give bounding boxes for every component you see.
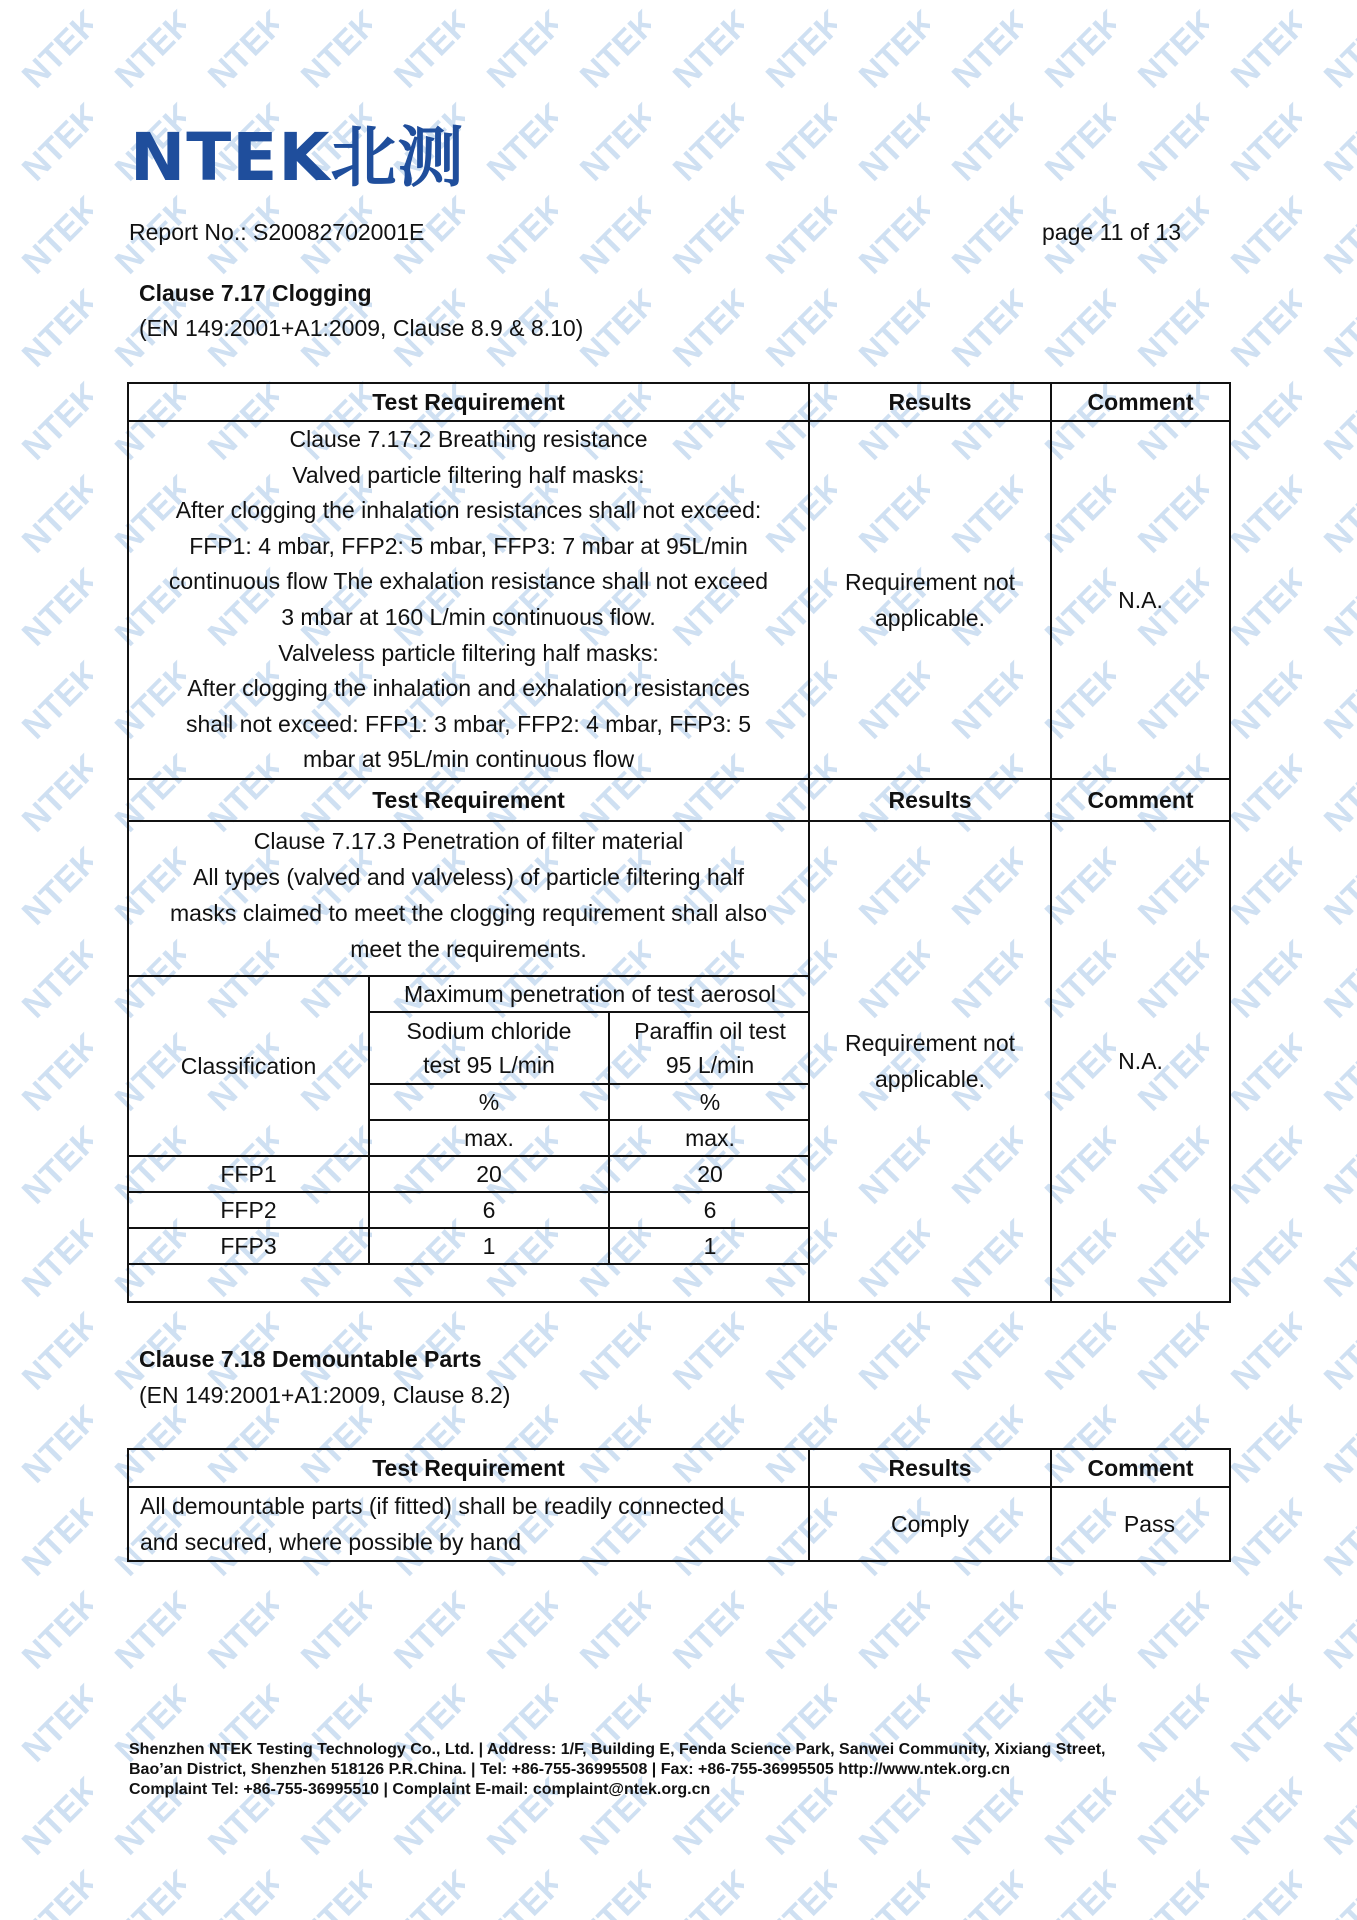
requirement-line: meet the requirements. bbox=[350, 935, 587, 962]
table-header-row bbox=[128, 1449, 1230, 1487]
header-results: Results bbox=[809, 1449, 1051, 1487]
requirement-line: After clogging the inhalation resistances shall not exceed: bbox=[175, 497, 762, 524]
max-penetration-header: Maximum penetration of test aerosol bbox=[369, 976, 810, 1012]
requirement-line: FFP1: 4 mbar, FFP2: 5 mbar, FFP3: 7 mbar at 95L/min bbox=[189, 532, 748, 559]
table-row bbox=[129, 1192, 810, 1228]
requirement-line: Valved particle filtering half masks: bbox=[292, 461, 645, 488]
header-line: 95 L/min bbox=[665, 1051, 755, 1078]
requirement-line: shall not exceed: FFP1: 3 mbar, FFP2: 4 mbar, FFP3: 5 bbox=[185, 710, 752, 737]
value-cell: 6 bbox=[609, 1192, 810, 1228]
table-row bbox=[129, 1156, 810, 1192]
footer-line: Complaint Tel: +86-755-36995510 | Complaint E-mail: complaint@ntek.org.cn bbox=[129, 1781, 711, 1798]
unit-cell: % bbox=[609, 1084, 810, 1120]
class-cell: FFP1 bbox=[129, 1156, 369, 1192]
header-results: Results bbox=[809, 779, 1051, 821]
table-row bbox=[128, 421, 1230, 779]
table-row bbox=[128, 1487, 1230, 1561]
result-cell bbox=[809, 821, 1051, 1302]
header-line: Paraffin oil test bbox=[634, 1017, 786, 1044]
section1-title: Clause 7.17 Clogging bbox=[139, 280, 372, 306]
comment-cell: N.A. bbox=[1051, 821, 1230, 1302]
requirement-breathing-resistance bbox=[128, 421, 809, 779]
result-cell: Comply bbox=[809, 1487, 1051, 1561]
requirement-line: mbar at 95L/min continuous flow bbox=[302, 746, 635, 773]
requirement-line: Clause 7.17.3 Penetration of filter material bbox=[253, 827, 684, 854]
requirement-line: and secured, where possible by hand bbox=[140, 1529, 522, 1555]
header-line: test 95 L/min bbox=[423, 1051, 555, 1078]
result-line: applicable. bbox=[875, 604, 985, 631]
comment-cell: N.A. bbox=[1051, 421, 1230, 779]
table-header-row bbox=[128, 779, 1230, 821]
ntek-logo bbox=[130, 119, 465, 196]
logo-text: NTEK北测 bbox=[130, 119, 465, 196]
footer-line: Bao’an District, Shenzhen 518126 P.R.China. | Tel: +86-755-36995508 | Fax: +86-755-36995505 http://www.ntek.org.cn bbox=[129, 1761, 1011, 1778]
clogging-table bbox=[127, 382, 1231, 1303]
requirement-line: After clogging the inhalation and exhalation resistances bbox=[187, 675, 750, 702]
value-cell: 1 bbox=[369, 1228, 609, 1264]
requirement-demountable bbox=[128, 1487, 809, 1561]
classification-header: Classification bbox=[129, 976, 369, 1156]
max-cell: max. bbox=[609, 1120, 810, 1156]
class-cell: FFP2 bbox=[129, 1192, 369, 1228]
requirement-line: All demountable parts (if fitted) shall be readily connected bbox=[140, 1493, 725, 1519]
requirement-line: Clause 7.17.2 Breathing resistance bbox=[289, 426, 648, 452]
value-cell: 20 bbox=[609, 1156, 810, 1192]
requirement-line: Valveless particle filtering half masks: bbox=[278, 639, 659, 666]
requirement-line: All types (valved and valveless) of particle filtering half bbox=[193, 863, 744, 890]
value-cell: 6 bbox=[369, 1192, 609, 1228]
table-row bbox=[129, 1228, 810, 1264]
comment-cell: Pass bbox=[1051, 1487, 1230, 1561]
demountable-parts-table bbox=[127, 1448, 1231, 1562]
header-comment: Comment bbox=[1051, 1449, 1230, 1487]
penetration-table bbox=[129, 975, 810, 1265]
requirement-line: 3 mbar at 160 L/min continuous flow. bbox=[281, 603, 656, 630]
section2-title: Clause 7.18 Demountable Parts bbox=[139, 1346, 482, 1372]
paraffin-oil-header bbox=[609, 1012, 810, 1084]
table-header-row bbox=[128, 383, 1230, 421]
sodium-chloride-header bbox=[369, 1012, 609, 1084]
header-test-requirement: Test Requirement bbox=[128, 383, 809, 421]
max-cell: max. bbox=[369, 1120, 609, 1156]
header-comment: Comment bbox=[1051, 383, 1230, 421]
header-test-requirement: Test Requirement bbox=[128, 1449, 809, 1487]
footer-line: Shenzhen NTEK Testing Technology Co., Ltd. | Address: 1/F, Building E, Fenda Science Park, Sanwei Community, Xixiang Street, bbox=[129, 1741, 1106, 1758]
report-number: Report No.: S20082702001E bbox=[129, 219, 425, 245]
header-comment: Comment bbox=[1051, 779, 1230, 821]
result-line: Requirement not bbox=[844, 568, 1016, 595]
class-cell: FFP3 bbox=[129, 1228, 369, 1264]
unit-cell: % bbox=[369, 1084, 609, 1120]
result-cell bbox=[809, 421, 1051, 779]
result-line: applicable. bbox=[875, 1066, 985, 1093]
section2-subtitle: (EN 149:2001+A1:2009, Clause 8.2) bbox=[139, 1382, 511, 1408]
requirement-line: continuous flow The exhalation resistance shall not exceed bbox=[168, 568, 769, 595]
page-number: page 11 of 13 bbox=[1042, 219, 1181, 245]
header-line: Sodium chloride bbox=[406, 1017, 572, 1044]
header-results: Results bbox=[809, 383, 1051, 421]
footer bbox=[129, 1740, 1105, 1800]
requirement-line: masks claimed to meet the clogging requirement shall also bbox=[169, 899, 767, 926]
result-line: Requirement not bbox=[844, 1030, 1016, 1057]
requirement-penetration bbox=[128, 821, 809, 1302]
header-test-requirement: Test Requirement bbox=[128, 779, 809, 821]
value-cell: 1 bbox=[609, 1228, 810, 1264]
section1-subtitle: (EN 149:2001+A1:2009, Clause 8.9 & 8.10) bbox=[139, 315, 584, 341]
table-row bbox=[128, 821, 1230, 1302]
value-cell: 20 bbox=[369, 1156, 609, 1192]
